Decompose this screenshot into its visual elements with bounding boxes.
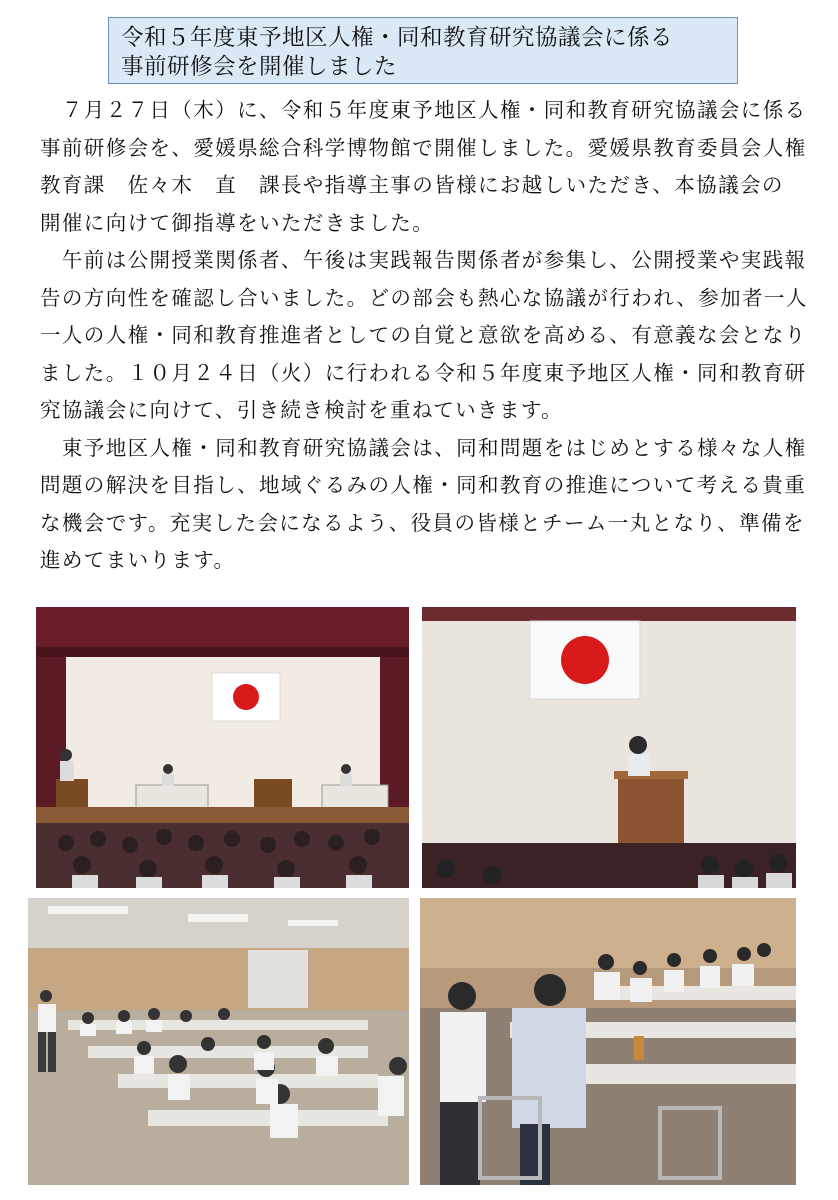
title-line-1: 令和５年度東予地区人権・同和教育研究協議会に係る [121, 25, 674, 51]
photo-stage-wide [36, 607, 409, 888]
article-body [40, 92, 810, 580]
body-line: 午前は公開授業関係者、午後は実践報告関係者が参集し、公開授業や実践報 [40, 248, 807, 272]
paragraph-1 [40, 92, 810, 242]
photo-meeting-room-2 [420, 898, 796, 1185]
body-line: 開催に向けて御指導をいただきました。 [40, 210, 435, 235]
photo-speaker-lectern [422, 607, 796, 888]
title-line-2: 事前研修会を開催しました [121, 54, 398, 80]
photo-meeting-room-1 [28, 898, 409, 1185]
paragraph-3 [40, 430, 810, 580]
body-line: 教育課 佐々木 直 課長や指導主事の皆様にお越しいただき、本協議会の [40, 173, 784, 197]
paragraph-2 [40, 242, 810, 430]
body-line: な機会です。充実した会になるよう、役員の皆様とチーム一丸となり、準備を [40, 510, 805, 535]
body-line: 一人の人権・同和教育推進者としての自覚と意欲を高める、有意義な会となり [40, 323, 807, 347]
body-line: ７月２７日（木）に、令和５年度東予地区人権・同和教育研究協議会に係る [40, 98, 807, 122]
body-line: 東予地区人権・同和教育研究協議会は、同和問題をはじめとする様々な人権 [40, 435, 807, 460]
body-line: ました。１０月２４日（火）に行われる令和５年度東予地区人権・同和教育研 [40, 360, 807, 385]
body-line: 究協議会に向けて、引き続き検討を重ねていきます。 [40, 398, 564, 422]
body-line: 告の方向性を確認し合いました。どの部会も熱心な協議が行われ、参加者一人 [40, 285, 808, 310]
body-line: 問題の解決を目指し、地域ぐるみの人権・同和教育の推進について考える貴重 [40, 473, 807, 497]
body-line: 進めてまいります。 [40, 548, 236, 572]
body-line: 事前研修会を、愛媛県総合科学博物館で開催しました。愛媛県教育委員会人権 [40, 135, 807, 160]
article-title [108, 17, 738, 84]
